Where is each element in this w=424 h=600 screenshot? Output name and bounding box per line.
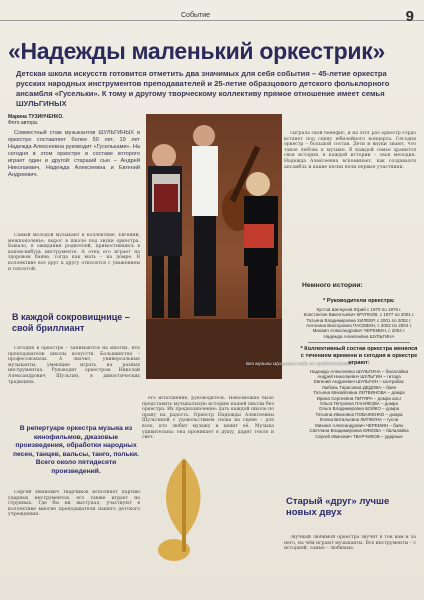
member-item: Евгений Андреевич ШУЛЬГИН – контрабас	[313, 379, 405, 385]
paragraph: Самый молодой музыкант в коллективе, Евгений, межпоколенье, вырос в школе под звуки оркестра. Бывало, в ожидании родителей, примостившись в каком-нибудь инструменте. А отец его играет на здоровом баяне, тогда как мать – на домре. В коллективе все друг к другу относятся с уважением и теплотой.	[8, 233, 140, 272]
photo-illustration	[146, 114, 282, 379]
leader-item: Михаил Александрович ЧЕРЕМИН, с 2004 г.	[312, 328, 406, 334]
family-photo	[146, 114, 282, 379]
column-1-body-2	[8, 346, 140, 412]
member-item: Ольга Петровна ПАНИКОВА – домра	[320, 401, 398, 407]
leader-item: Кустов Шелкунов Юрий с 1970 по 1976 г.	[316, 306, 402, 312]
history-title: Немного истории:	[302, 282, 363, 289]
column-1-body	[8, 233, 140, 311]
history-heading-leaders: * Руководители оркестра:	[323, 298, 395, 304]
paragraph: Звучный любимой оркестра звучит в тон вам и за него, на чём играют музыканты. Все инструменты – с историей, самые – любимые.	[284, 535, 416, 552]
music-note-icon	[150, 452, 210, 572]
page-number: 9	[405, 8, 414, 25]
section-label: Событие	[181, 12, 210, 19]
member-item: Надежда Алексеевна ШУЛЬГИНА – балалайка	[309, 368, 409, 374]
star-icon: *	[300, 346, 303, 353]
paragraph: Совместный стаж музыкантов ШУЛЬГИНЫХ в оркестре составляет более 50 лет, 19 лет Надежда Алексеевна руководит «Гусельками». На сегодня в этом оркестре в составе которого играет один и другой: старший сын – Андрей Николаевич, Надежда Алексеевна и Евгений Андреевич.	[8, 130, 140, 178]
subheading-treasury: В каждой сокровищнице – свой бриллиант	[12, 312, 130, 333]
article-headline: «Надежды маленький оркестрик»	[8, 38, 385, 64]
member-item: Ольга Владимировна БОЙКО – домра	[318, 406, 400, 412]
column-1-intro	[8, 130, 140, 230]
paragraph: Сегодня в оркестре – занимаются на многих. Все преподаватели школы искусств. Большинство – профессионалы. А значит, универсальные музыканты, умеющие играть на разных инструментах. Руководит оркестром Николай Александрович Шульгин, в династических традициях.	[8, 346, 140, 385]
column-3-body	[284, 131, 416, 281]
member-item: Ирина Сергеевна ПИТЯРА – домра альт	[316, 395, 402, 401]
star-icon: *	[323, 298, 326, 304]
leader-item: Антонина Викторовна ПАСЕВИН, с 2002 по 2004 г.	[306, 323, 412, 329]
member-item: Светлана Владимировна БЯКОВА – балалайка	[309, 428, 409, 434]
leader-item: Надежда Алексеевна ШУЛЬГИНА	[323, 333, 395, 339]
author-byline	[8, 114, 64, 126]
column-3-body-2	[284, 535, 416, 597]
history-heading-members: * Коллективный состав оркестра менялся с течением времени и сегодня в оркестре играют:	[300, 346, 418, 366]
leader-item: Константин Викентьевич КРУПКОВ, с 1977 по 2001 г.	[303, 312, 415, 318]
member-item: Любовь Тарасовна ДЕДОВА – баян	[321, 384, 397, 390]
member-item: Елена Витальевна ЛИПКИНА – гусли	[319, 417, 399, 423]
author-note: Фото автора.	[8, 120, 39, 126]
paragraph: его исполнение, руководитель. Невозможно было представить музыкальную историю нашей школы без оркестра. Их предназначение: дать каждой школе по праву на радость. Оркестр Надежды Алексеевны Шульгиной с удовольствием снова на сцене – для всех, кто любит музыку и ценит её. Музыка удивительна: она проникает в душу, дарит тепло и свет.	[142, 396, 274, 441]
leader-item: Татьяна Владимировна ХИЛЕЕР, с 2001 по 2002 г.	[306, 317, 412, 323]
member-item: Андрей Николаевич ШУЛЬГИН – гитара	[317, 374, 401, 380]
subheading-old-friend: Старый «друг» лучше новых двух	[286, 496, 390, 518]
member-item: Сергей Иванович ТВАРЧИКОВ – ударные	[315, 433, 403, 439]
member-item: Татьяна Михайловна ЛИТВИНОВА – домра	[313, 390, 405, 396]
paragraph: сыграла свой бенефис, и на этот раз оркестр гордо встанет под сцену юбилейного концерта. Сегодня оркестр – большой состав. Дети и внуки знают, что такое любовь к музыке. В каждой семье хранится своя история, в каждой истории – своя мелодия. Надежда Алексеевна вспоминает, как создавался ансамбль и какие песни пели первые участники.	[284, 131, 416, 170]
paragraph: Сергей Иванович Тварчиков исполняет партию ударных инструментов, его также играет на струнных. Где бы ни выступал, участвуют в коллективе многие преподаватели нашего детского учреждения.	[8, 490, 140, 518]
member-item: Татьяна Ивановна ПОБАЖЕНКО – домра	[315, 411, 403, 417]
photo-caption: Без музыки Шульгины себе не представляют.	[246, 362, 352, 367]
history-sidebar	[300, 295, 418, 491]
header-rule	[0, 20, 424, 21]
divider	[308, 342, 410, 343]
member-item: Михаил Александрович ЧЕРЕМИН – баян	[314, 422, 403, 428]
pull-quote: В репертуаре оркестра музыка из кинофильмов, джазовые произведения, обработки народных песен, танцев, вальсы, танго, польки. Всего около пятидесяти произведений.	[13, 425, 139, 475]
author-name: Марина ТУЗИНЧЕНКО.	[8, 114, 64, 120]
column-1-body-3	[8, 490, 140, 596]
article-lead: Детская школа искусств готовится отметить два значимых для себя события – 45-летие оркестра русских народных инструментов преподавателей и 25-летие образцового детского фольклорного ансамбля «Гусельки». К тому и другому творческому коллективу прямое отношение имеет семья ШУЛЬГИНЫХ	[16, 69, 390, 108]
